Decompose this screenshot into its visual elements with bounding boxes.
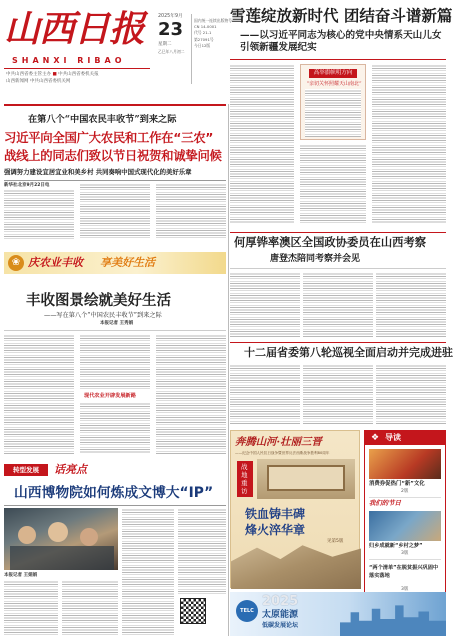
hk-headline[interactable]: 何厚铧率澳区全国政协委员在山西考察 (234, 236, 427, 249)
hk-subhead: 唐登杰陪同考察并会见 (270, 254, 361, 264)
index-item-2-kicker: 我们的节日 (369, 499, 401, 507)
ad-logo-icon (236, 600, 258, 622)
top-right-story (230, 4, 453, 230)
museum-body-2 (62, 580, 118, 636)
date-lunar: 乙巳年八月初二 (158, 49, 185, 54)
lead-story (4, 108, 226, 248)
top-right-col-1 (230, 64, 294, 224)
museum-tags (4, 462, 226, 478)
sponsor-2: 中共山西省委机关报 (58, 72, 99, 77)
index-title: 导读 (385, 433, 401, 442)
lead-kicker: 在第八个“中国农民丰收节”到来之际 (28, 114, 177, 125)
museum-byline: 本报记者 王娟娟 (4, 573, 38, 578)
gov-body-3 (376, 364, 446, 424)
feature-byline: 本报记者 王秀娟 (100, 321, 134, 326)
ad-logo-text: TELC (240, 608, 254, 614)
lead-top-rule (4, 104, 226, 106)
date-box (158, 14, 190, 84)
promo-photo (257, 459, 355, 499)
feature-body-2 (80, 334, 150, 390)
feature-story (4, 278, 226, 458)
index-item-3-page: 3版 (401, 587, 409, 592)
feature-inner-title: 现代农业开辟发展新路 (84, 393, 136, 399)
masthead-rule (4, 68, 150, 69)
top-right-rule (230, 59, 446, 60)
feature-banner-right: 享美好生活 (100, 256, 155, 269)
cn-label: 国内统一连续出版物号 (194, 18, 232, 23)
masthead-pinyin: SHANXI RIBAO (12, 56, 126, 65)
issue-number: 第27091号 (194, 36, 214, 42)
lead-body-1 (4, 189, 74, 239)
index-item-1-page: 2版 (401, 489, 409, 494)
promo-block[interactable] (230, 430, 360, 588)
sponsor-1: 中共山西省委主管主办 (6, 72, 51, 77)
qr-code[interactable] (180, 598, 206, 624)
promo-page-note: 见第5版 (327, 539, 344, 544)
site-2[interactable]: 中共山西省委机关网 (29, 79, 71, 84)
wheat-icon: ❀ (8, 255, 24, 271)
ad-skyline (340, 602, 446, 636)
hk-rule (230, 268, 446, 269)
lead-body-2 (80, 183, 150, 239)
museum-body-3 (122, 508, 174, 636)
index-book-icon: ❖ (371, 433, 380, 443)
cn-number: CN 14-0001 (194, 24, 217, 30)
feature-headline[interactable]: 丰收图景绘就美好生活 (26, 293, 171, 309)
gov-top-rule (230, 342, 446, 343)
gov-body-2 (303, 364, 373, 424)
index-sep-2 (369, 559, 441, 560)
promo-banner: 奔腾山河·壮丽三晋 (235, 436, 322, 448)
lead-body-3 (156, 183, 226, 239)
date-weekday: 星期二 (158, 42, 172, 47)
quote-box (300, 64, 366, 140)
hk-body-1 (230, 272, 300, 338)
index-sep-1 (369, 497, 441, 498)
index-photo-1 (369, 449, 441, 479)
main-column-divider (228, 104, 229, 636)
postal-code: 代号 21-1 (194, 30, 212, 36)
top-right-col-2 (300, 144, 366, 224)
feature-subhead: ——写在第八个“中国农民丰收节”到来之际 (44, 312, 162, 319)
top-subhead-text: ——以习近平同志为核心的党中央情系天山儿女引领新疆发展纪实 (240, 30, 442, 53)
feature-rule (4, 330, 226, 331)
gov-body-1 (230, 364, 300, 424)
promo-sub: ——纪念中国人民抗日战争暨世界反法西斯战争胜利80周年 (235, 451, 330, 455)
quote-box-label: 高举旗帜明方向 (309, 69, 357, 78)
index-item-3[interactable]: “两个清单”在脱贫振兴巩固中落实落地 (369, 565, 439, 579)
feature-body-1 (4, 334, 74, 454)
promo-tag (237, 461, 253, 497)
site-1[interactable]: 山西新闻网 (6, 79, 29, 84)
promo-title-1: 铁血铸丰碑 (245, 507, 306, 521)
museum-rule (4, 505, 226, 506)
museum-photo (4, 508, 118, 570)
quote-box-body (305, 89, 361, 137)
sponsor-sep-icon: ■ (52, 72, 57, 77)
hk-body-2 (303, 272, 373, 338)
feature-banner (4, 252, 226, 274)
lead-dateline: 新华社北京9月22日电 (4, 183, 50, 188)
index-item-1[interactable]: 消费券促热门“新”文化 (369, 481, 425, 487)
feature-body-2b (80, 402, 150, 454)
date-year-month: 2025年9月 (158, 14, 183, 19)
index-item-2-page: 3版 (401, 551, 409, 556)
masthead (4, 6, 232, 104)
promo-mountain (231, 543, 361, 589)
top-headline[interactable]: 雪莲绽放新时代 团结奋斗谱新篇 (230, 7, 453, 25)
museum-tag-2: 话亮点 (54, 463, 87, 476)
museum-headline[interactable]: 山西博物院如何炼成文博大“IP” (14, 485, 214, 501)
masthead-sponsor (6, 72, 152, 77)
ad-brand: 太原能源 (262, 610, 299, 620)
lead-headline-1[interactable]: 习近平向全国广大农民和工作在“三农” (4, 130, 214, 145)
index-header (365, 431, 445, 445)
hk-body-3 (376, 272, 446, 338)
museum-body-4 (178, 508, 226, 594)
ad-year: 2025 (262, 594, 299, 609)
hk-top-rule (230, 232, 446, 233)
museum-tag-1: 转型发展 (4, 464, 48, 476)
index-photo-2 (369, 511, 441, 541)
index-box (364, 430, 446, 606)
feature-banner-left: 庆农业丰收 (28, 256, 83, 269)
issue-box (194, 18, 232, 49)
top-right-col-3 (372, 64, 446, 224)
index-item-2[interactable]: 归乡成就新“乡村之梦” (369, 543, 423, 549)
date-day: 23 (158, 19, 184, 40)
page-count: 今日12版 (194, 42, 211, 48)
promo-title-2: 烽火淬华章 (245, 523, 306, 537)
quote-box-text: “亲切关怀照耀天山南北” (306, 81, 362, 87)
masthead-title: 山西日报 (4, 8, 145, 50)
museum-body-1 (4, 580, 58, 636)
lead-sub-rule (4, 180, 226, 181)
ad-sub: 低碳发展论坛 (262, 622, 299, 629)
feature-body-3 (156, 334, 226, 454)
gov-headline[interactable]: 十二届省委第八轮巡视全面启动并完成进驻 (244, 346, 453, 359)
top-subhead (240, 30, 446, 54)
promo-tag-text: 战地重访 (241, 463, 248, 495)
masthead-sites (6, 79, 152, 84)
lead-subhead: 强调努力建设宜居宜业和美乡村 共同奏响中国式现代化的美好乐章 (4, 168, 192, 176)
lead-headline-2[interactable]: 战线上的同志们致以节日祝贺和诚挚问候 (4, 148, 222, 163)
ad-strip[interactable] (230, 592, 446, 636)
date-divider (191, 14, 192, 84)
